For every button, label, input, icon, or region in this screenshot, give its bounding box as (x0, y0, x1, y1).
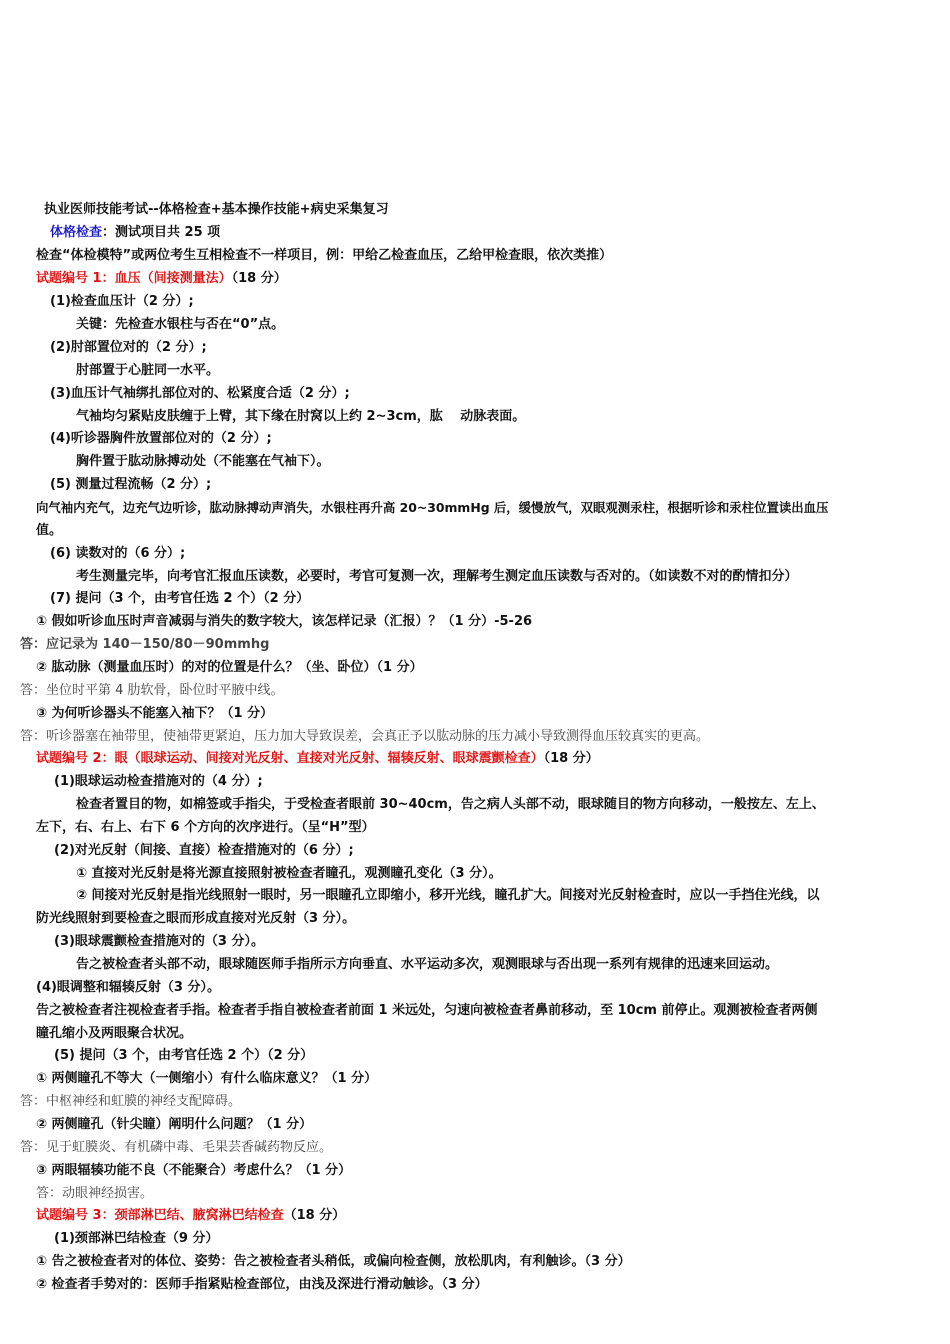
item2-answer: 答：动眼神经损害。 (36, 1186, 154, 1201)
item2-line: 防光线照射到要检查之眼而形成直接对光反射（3 分）。 (36, 911, 356, 926)
item2-label: 试题编号 2：眼（眼球运动、间接对光反射、直接对光反射、辐辏反射、眼球震颤检查） (36, 751, 544, 766)
item2-score: （18 分） (543, 751, 599, 766)
item3-line: (1)颈部淋巴结检查（9 分） (54, 1231, 219, 1246)
intro-text: 检查“体检模特”或两位考生互相检查不一样项目，例：甲给乙检查血压，乙给甲检查眼，依次类推） (36, 248, 613, 263)
item1-line: 肘部置于心脏同一水平。 (76, 363, 220, 378)
item1-line: (3)血压计气袖绑扎部位对的、松紧度合适（2 分）; (50, 386, 350, 401)
item2-line: (3)眼球震颤检查措施对的（3 分）。 (54, 934, 264, 949)
item1-line: 考生测量完毕，向考官汇报血压读数，必要时，考官可复测一次，理解考生测定血压读数与否对的。（如读数不对的酌情扣分） (76, 569, 798, 584)
item2-line: 瞳孔缩小及两眼聚合状况。 (36, 1026, 193, 1041)
item1-line: (7) 提问（3 个，由考官任选 2 个）（2 分） (50, 591, 310, 606)
item3-label: 试题编号 3：颈部淋巴结、腋窝淋巴结检查 (36, 1208, 284, 1223)
section-rest: ：测试项目共 25 项 (102, 225, 221, 240)
item2-answer: 答：中枢神经和虹膜的神经支配障碍。 (20, 1094, 242, 1109)
item1-label: 试题编号 1：血压（间接测量法） (36, 271, 232, 286)
item1-score: （18 分） (231, 271, 287, 286)
item3-line: ① 告之被检查者对的体位、姿势：告之被检查者头稍低，或偏向检查侧，放松肌肉，有利触诊。（3 分） (36, 1254, 631, 1269)
document-title: 执业医师技能考试--体格检查+基本操作技能+病史采集复习 (44, 202, 389, 217)
item1-line: 关键：先检查水银柱与否在“0”点。 (76, 317, 285, 332)
item2-line: 告之被检查者头部不动，眼球随医师手指所示方向垂直、水平运动多次，观测眼球与否出现一系列有规律的迅速来回运动。 (76, 957, 779, 972)
item2-question: ① 两侧瞳孔不等大（一侧缩小）有什么临床意义？（1 分） (36, 1071, 378, 1086)
item1-line: (4)听诊器胸件放置部位对的（2 分）; (50, 431, 272, 446)
item2-heading (36, 750, 599, 768)
item1-line: (5) 测量过程流畅（2 分）; (50, 477, 212, 492)
item2-question: ② 两侧瞳孔（针尖瞳）阐明什么问题？（1 分） (36, 1117, 313, 1132)
item3-heading (36, 1207, 345, 1225)
item2-line: ① 直接对光反射是将光源直接照射被检查者瞳孔，观测瞳孔变化（3 分）。 (76, 866, 502, 881)
item1-line: 气袖均匀紧贴皮肤缠于上臂，其下缘在肘窝以上约 2~3cm，肱 动脉表面。 (76, 409, 526, 424)
item1-heading (36, 270, 287, 288)
item1-line: (6) 读数对的（6 分）; (50, 546, 186, 561)
item2-line: (5) 提问（3 个，由考官任选 2 个）（2 分） (54, 1048, 314, 1063)
item1-line: (2)肘部置位对的（2 分）; (50, 340, 207, 355)
item1-answer: 答：听诊器塞在袖带里，使袖带更紧迫，压力加大导致误差，会真正予以肱动脉的压力减小导致测得血压较真实的更高。 (20, 729, 710, 744)
item1-question: ③ 为何听诊器头不能塞入袖下？（1 分） (36, 706, 274, 721)
item2-question: ③ 两眼辐辏功能不良（不能聚合）考虑什么？（1 分） (36, 1163, 352, 1178)
item1-line: 向气袖内充气，边充气边听诊，肱动脉搏动声消失，水银柱再升高 20~30mmHg 后，缓慢放气，双眼观测汞柱，根据听诊和汞柱位置读出血压 (36, 500, 829, 515)
item1-question: ① 假如听诊血压时声音减弱与消失的数字较大，该怎样记录（汇报）？（1 分）-5-26 (36, 614, 533, 629)
item2-line: 左下，右、右上、右下 6 个方向的次序进行。（呈“H”型） (36, 820, 375, 835)
item1-answer: 答：应记录为 140－150/80－90mmhg (20, 637, 270, 652)
item2-line: (2)对光反射（间接、直接）检查措施对的（6 分）; (54, 843, 354, 858)
item3-line: ② 检查者手势对的：医师手指紧贴检查部位，由浅及深进行滑动触诊。（3 分） (36, 1277, 488, 1292)
item1-line: 值。 (36, 523, 63, 538)
section-heading (50, 224, 220, 242)
item1-answer: 答：坐位时平第 4 肋软骨，卧位时平腋中线。 (20, 683, 284, 698)
item2-line: ② 间接对光反射是指光线照射一眼时，另一眼瞳孔立即缩小，移开光线，瞳孔扩大。间接对光反射检查时，应以一手挡住光线，以 (76, 888, 820, 903)
item2-line: (1)眼球运动检查措施对的（4 分）; (54, 774, 263, 789)
item1-line: 胸件置于肱动脉搏动处（不能塞在气袖下）。 (76, 454, 330, 469)
item2-line: (4)眼调整和辐辏反射（3 分）。 (36, 980, 220, 995)
section-label: 体格检查 (50, 225, 103, 240)
item1-question: ② 肱动脉（测量血压时）的对的位置是什么？（坐、卧位）（1 分） (36, 660, 423, 675)
item2-line: 检查者置目的物，如棉签或手指尖，于受检查者眼前 30~40cm，告之病人头部不动，眼球随目的物方向移动，一般按左、左上、 (76, 797, 825, 812)
item2-line: 告之被检查者注视检查者手指。检查者手指自被检查者前面 1 米远处，匀速向被检查者鼻前移动，至 10cm 前停止。观测被检查者两侧 (36, 1003, 818, 1018)
item1-line: (1)检查血压计（2 分）; (50, 294, 194, 309)
item3-score: （18 分） (283, 1208, 346, 1223)
item2-answer: 答：见于虹膜炎、有机磷中毒、毛果芸香碱药物反应。 (20, 1140, 333, 1155)
